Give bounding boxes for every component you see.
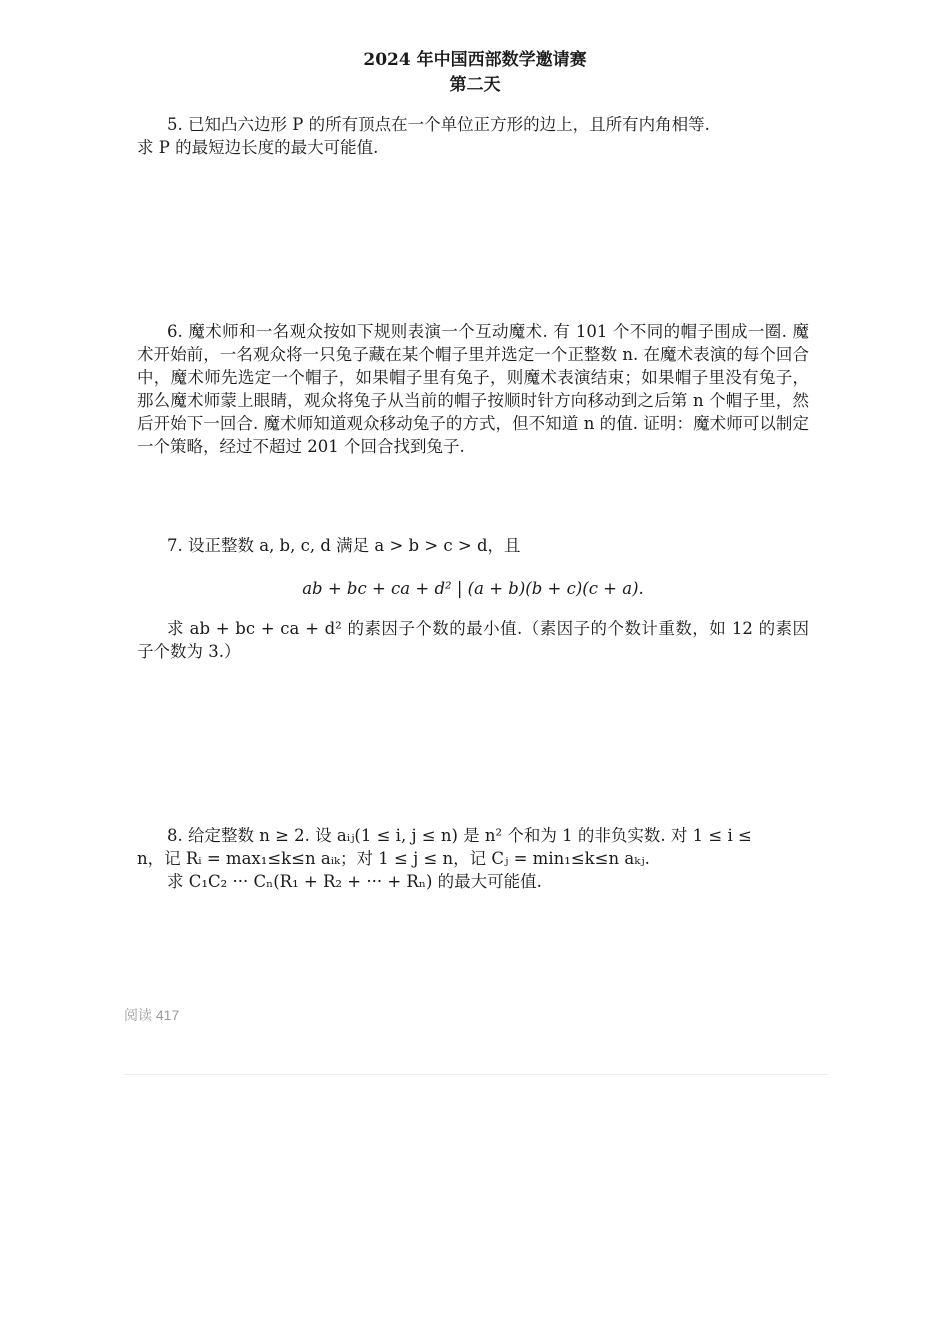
problem-8-line-3: 求 C₁C₂ ··· Cₙ(R₁ + R₂ + ··· + Rₙ) 的最大可能值. <box>167 872 542 891</box>
problem-5 <box>137 113 809 159</box>
problem-6 <box>137 320 809 458</box>
problem-7-question <box>137 617 809 663</box>
problem-8-line-2: n，记 Rᵢ = max₁≤k≤n aᵢₖ；对 1 ≤ j ≤ n，记 Cⱼ = min₁≤k≤n aₖⱼ. <box>137 849 650 868</box>
read-count: 阅读 417 <box>124 1007 180 1023</box>
problem-7-intro <box>137 534 809 557</box>
problem-8 <box>137 824 809 893</box>
document-title: 2024 年中国西部数学邀请赛 <box>363 50 587 70</box>
problem-8-line-1: 8. 给定整数 n ≥ 2. 设 aᵢⱼ(1 ≤ i, j ≤ n) 是 n² 个和为 1 的非负实数. 对 1 ≤ i ≤ <box>167 826 752 845</box>
divider <box>124 1074 828 1075</box>
problem-7-intro-text: 7. 设正整数 a, b, c, d 满足 a > b > c > d，且 <box>167 536 521 555</box>
problem-7-equation: ab + bc + ca + d² | (a + b)(b + c)(c + a). <box>302 579 644 598</box>
problem-5-line-2: 求 P 的最短边长度的最大可能值. <box>137 138 379 157</box>
problem-6-text: 6. 魔术师和一名观众按如下规则表演一个互动魔术. 有 101 个不同的帽子围成一圈. 魔术开始前，一名观众将一只兔子藏在某个帽子里并选定一个正整数 n. 在魔术表演的每个回合中，魔术师先选定一个帽子，如果帽子里有兔子，则魔术表演结束；如果帽子里没有兔子，那么魔术师蒙上眼睛，观众将兔子从当前的帽子按顺时针方向移动到之后第 n 个帽子里，然后开始下一回合. 魔术师知道观众移动兔子的方式，但不知道 n 的值. 证明：魔术师可以制定一个策略，经过不超过 201 个回合找到兔子. <box>137 322 809 456</box>
document-subtitle: 第二天 <box>449 75 501 95</box>
problem-7-question-text: 求 ab + bc + ca + d² 的素因子个数的最小值.（素因子的个数计重数，如 12 的素因子个数为 3.） <box>137 619 809 661</box>
problem-5-line-1: 5. 已知凸六边形 P 的所有顶点在一个单位正方形的边上，且所有内角相等. <box>167 115 710 134</box>
